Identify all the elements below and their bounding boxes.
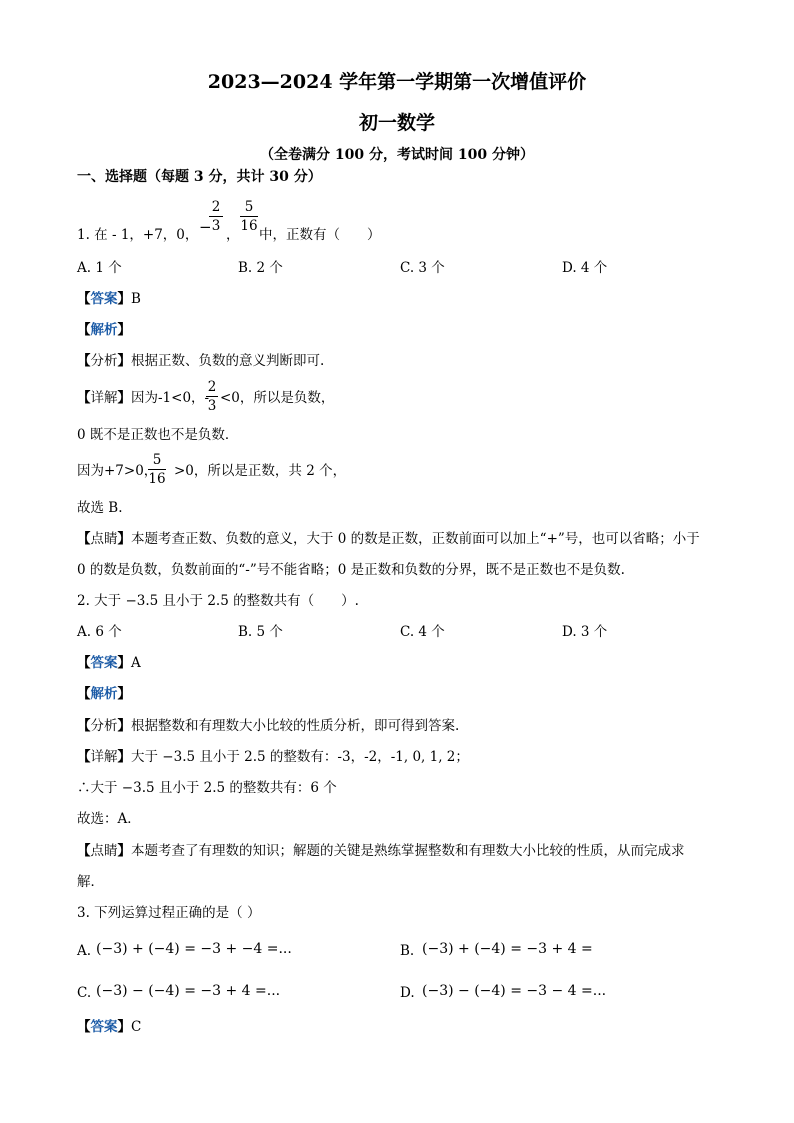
q2-xiangjie: 【详解】大于 −3.5 且小于 2.5 的整数有：-3，-2，-1, 0, 1, 2；: [77, 749, 469, 765]
q2-answer: 【答案】A: [77, 655, 141, 671]
q1-fenxi: 【分析】根据正数、负数的意义判断即可.: [77, 353, 325, 369]
q3-option-a-label: A.: [77, 943, 92, 959]
q1-fraction-2: [240, 199, 258, 234]
q2-line3: 故选：A．: [77, 811, 141, 827]
q3-option-d-label: D.: [400, 985, 415, 1001]
q1-analysis-label: 【解析】: [77, 322, 131, 338]
q1-xj-suffix: <0，所以是负数，: [220, 390, 335, 406]
q1-line3-fraction: 5 16: [148, 452, 166, 487]
q2-stem: 2. 大于 −3.5 且小于 2.5 的整数共有（ ）.: [77, 593, 359, 609]
q1-xiangjie: 【详解】因为-1<0，-: [77, 390, 210, 406]
q3-option-b-label: B.: [400, 943, 415, 959]
q1-stem-suffix: 中，正数有（ ）: [259, 227, 381, 243]
subject-title: 初一数学: [358, 112, 435, 134]
q1-option-a: A. 1 个: [77, 260, 122, 276]
q2-option-c: C. 4 个: [400, 624, 445, 640]
q1-dianjing: 【点睛】本题考查正数、负数的意义，大于 0 的数是正数，正数前面可以加上“+”号，也可以省略；小于: [77, 531, 700, 547]
q1-xj-fraction: 2 3: [207, 379, 217, 414]
q2-option-a: A. 6 个: [77, 624, 122, 640]
q1-option-d: D. 4 个: [562, 260, 608, 276]
section-heading: 一、选择题（每题 3 分，共计 30 分）: [77, 169, 322, 185]
q1-frac1-num: 2: [211, 199, 221, 215]
q3-option-c-label: C.: [77, 985, 92, 1001]
q2-dianjing: 【点睛】本题考查了有理数的知识；解题的关键是熟练掌握整数和有理数大小比较的性质，从而完成求: [77, 843, 685, 859]
q1-fraction-1: [209, 199, 223, 234]
q3-option-b: (−3) + (−4) = −3 + 4 =: [422, 941, 593, 957]
q1-frac2-num: 5: [244, 199, 254, 215]
q1-option-b: B. 2 个: [238, 260, 283, 276]
q1-frac1-sign: −: [199, 218, 212, 236]
q1-comma: ，: [226, 227, 240, 243]
q1-line3-prefix: 因为+7>0，: [77, 463, 158, 479]
q1-line4: 故选 B.: [77, 500, 123, 516]
q1-option-c: C. 3 个: [400, 260, 445, 276]
q1-line3-suffix: >0，所以是正数，共 2 个，: [174, 463, 347, 479]
q3-stem: 3. 下列运算过程正确的是（ ）: [77, 905, 261, 921]
q2-fenxi: 【分析】根据整数和有理数大小比较的性质分析，即可得到答案.: [77, 718, 460, 734]
q2-dianjing-2: 解．: [77, 874, 104, 890]
q3-option-d: (−3) − (−4) = −3 − 4 =...: [422, 983, 607, 999]
q3-answer: 【答案】C: [77, 1019, 142, 1035]
q1-frac1-den: 3: [211, 218, 221, 234]
exam-title: 2023—2024 学年第一学期第一次增值评价: [207, 71, 587, 93]
q1-frac2-den: 16: [240, 218, 258, 234]
q3-option-c: (−3) − (−4) = −3 + 4 =...: [96, 983, 281, 999]
q2-option-d: D. 3 个: [562, 624, 608, 640]
q1-dianjing-2: 0 的数是负数，负数前面的“-”号不能省略；0 是正数和负数的分界，既不是正数也不是负数.: [77, 562, 625, 578]
q1-stem-prefix: 1. 在 - 1，+7，0，: [77, 227, 199, 243]
q1-line2: 0 既不是正数也不是负数．: [77, 427, 239, 443]
q2-line2: ∴大于 −3.5 且小于 2.5 的整数共有：6 个: [77, 780, 337, 796]
q1-answer: 【答案】B: [77, 291, 141, 307]
q2-option-b: B. 5 个: [238, 624, 283, 640]
q2-analysis-label: 【解析】: [77, 686, 131, 702]
exam-note: （全卷满分 100 分，考试时间 100 分钟）: [260, 147, 534, 163]
q3-option-a: (−3) + (−4) = −3 + −4 =...: [96, 941, 292, 957]
